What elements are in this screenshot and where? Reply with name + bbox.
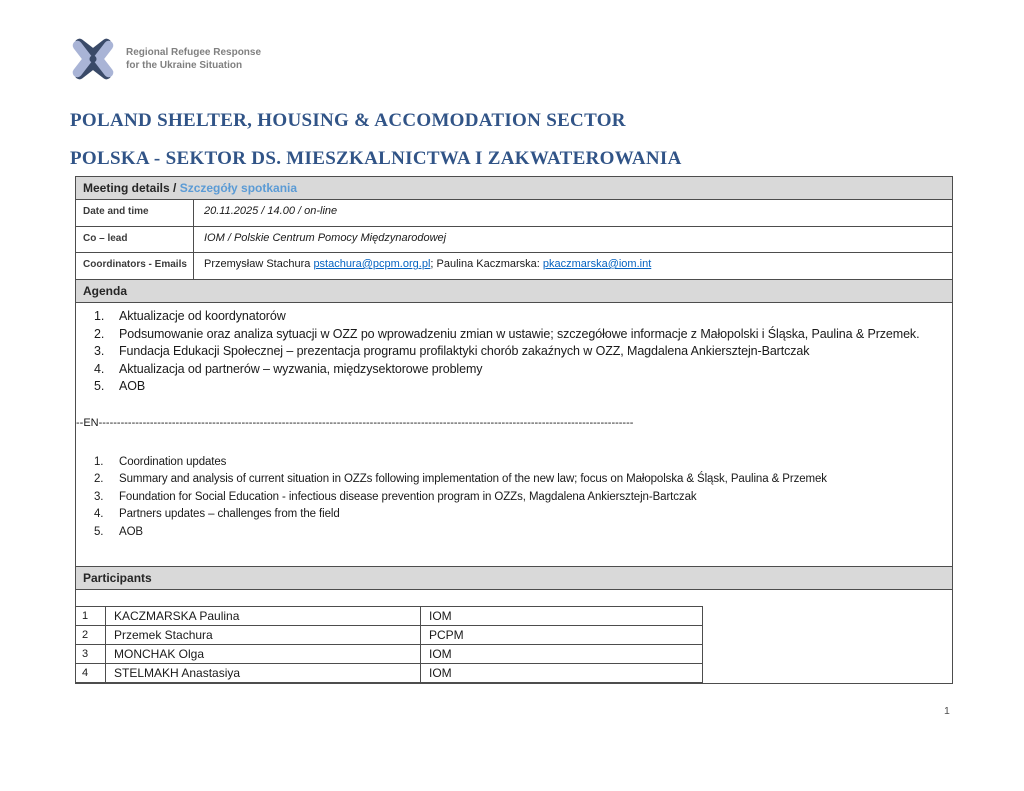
participant-organization: IOM	[421, 664, 703, 683]
agenda-item-text: Aktualizacja od partnerów – wyzwania, międzysektorowe problemy	[119, 361, 483, 376]
page-title-en: POLAND SHELTER, HOUSING & ACCOMODATION SECTOR	[70, 110, 626, 131]
agenda-item	[76, 471, 934, 489]
logo	[68, 34, 261, 84]
email-link[interactable]: pstachura@pcpm.org.pl	[313, 258, 431, 270]
coordinators-value: Przemysław Stachura pstachura@pcpm.org.pl; Paulina Kaczmarska: pkaczmarska@iom.int	[204, 258, 652, 270]
agenda-item	[76, 308, 934, 326]
agenda-list-en	[76, 454, 934, 542]
participant-row	[76, 664, 703, 683]
rrp-cross-arrows-icon	[68, 34, 118, 84]
participant-number: 1	[76, 607, 106, 626]
participant-name: STELMAKH Anastasiya	[106, 664, 421, 683]
participant-number: 4	[76, 664, 106, 683]
agenda-item	[76, 524, 934, 542]
agenda-item	[76, 343, 934, 361]
agenda-item-number: 3.	[94, 490, 104, 503]
agenda-item	[76, 454, 934, 472]
participant-row	[76, 645, 703, 664]
agenda-content	[76, 303, 952, 567]
agenda-item	[76, 489, 934, 507]
agenda-item-text: Coordination updates	[119, 455, 227, 468]
agenda-item	[76, 506, 934, 524]
participants-content	[76, 590, 952, 683]
participant-number: 2	[76, 626, 106, 645]
agenda-item-number: 5.	[94, 525, 104, 538]
agenda-item-text: Aktualizacje od koordynatorów	[119, 309, 286, 323]
meeting-details-header-en: Meeting details /	[83, 181, 180, 195]
agenda-item-text: Fundacja Edukacji Społecznej – prezentacja programu profilaktyki chorób zakaźnych w OZZ, Magdalena Ankiersztejn-Bartczak	[119, 344, 810, 358]
agenda-item-number: 2.	[94, 473, 104, 485]
agenda-list-pl	[76, 308, 934, 396]
co-lead-value: IOM / Polskie Centrum Pomocy Międzynarodowej	[204, 232, 447, 244]
agenda-item-text: Summary and analysis of current situation in OZZs following implementation of the new law; focus on Małopolska & Śląsk, Paulina & Przemek	[119, 473, 827, 485]
participants-header: Participants	[76, 567, 952, 590]
agenda-item-number: 4.	[94, 508, 104, 520]
coordinators-label: Coordinators - Emails	[76, 253, 194, 279]
agenda-item	[76, 378, 934, 396]
agenda-item-number: 5.	[94, 379, 105, 393]
agenda-item	[76, 361, 934, 379]
meeting-minutes-table	[75, 176, 953, 684]
participant-name: Przemek Stachura	[106, 626, 421, 645]
language-divider: --EN--------------------------------------------------------------------------------------------------------------------------------------------------	[76, 416, 634, 429]
page-title-pl: POLSKA - SEKTOR DS. MIESZKALNICTWA I ZAKWATEROWANIA	[70, 148, 682, 169]
participant-name: MONCHAK Olga	[106, 645, 421, 664]
date-time-label: Date and time	[76, 200, 194, 226]
participants-table	[75, 606, 703, 683]
agenda-item	[76, 326, 934, 344]
logo-text-line1: Regional Refugee Response	[126, 47, 262, 58]
participant-name: KACZMARSKA Paulina	[106, 607, 421, 626]
agenda-item-text: Partners updates – challenges from the field	[119, 508, 340, 520]
meeting-details-header-pl: Szczegóły spotkania	[179, 181, 298, 195]
participant-organization: IOM	[421, 645, 703, 664]
agenda-header: Agenda	[76, 280, 952, 303]
page-number: 1	[944, 705, 950, 717]
agenda-item-number: 1.	[94, 455, 104, 468]
date-time-row	[76, 200, 952, 227]
logo-text-line2: for the Ukraine Situation	[126, 60, 243, 71]
agenda-item-number: 1.	[94, 309, 105, 323]
participant-organization: PCPM	[421, 626, 703, 645]
participants-table-body	[76, 607, 703, 683]
participant-row	[76, 607, 703, 626]
agenda-item-number: 4.	[94, 361, 105, 376]
email-link[interactable]: pkaczmarska@iom.int	[542, 258, 652, 270]
agenda-item-text: Foundation for Social Education - infectious disease prevention program in OZZs, Magdalena Ankiersztejn-Bartczak	[119, 490, 697, 503]
meeting-details-header	[76, 177, 952, 200]
agenda-item-text: AOB	[119, 379, 146, 393]
participant-organization: IOM	[421, 607, 703, 626]
participant-row	[76, 626, 703, 645]
agenda-item-number: 3.	[94, 344, 105, 358]
co-lead-label: Co – lead	[76, 227, 194, 252]
agenda-item-text: Podsumowanie oraz analiza sytuacji w OZZ po wprowadzeniu zmian w ustawie; szczegółowe informacje z Małopolski i Śląska, Paulina & Przemek.	[119, 326, 920, 341]
logo-text	[126, 46, 261, 72]
co-lead-row	[76, 227, 952, 253]
agenda-item-number: 2.	[94, 326, 105, 341]
date-time-value: 20.11.2025 / 14.00 / on-line	[204, 205, 338, 217]
agenda-item-text: AOB	[119, 525, 143, 538]
coordinators-row	[76, 253, 952, 280]
participant-number: 3	[76, 645, 106, 664]
